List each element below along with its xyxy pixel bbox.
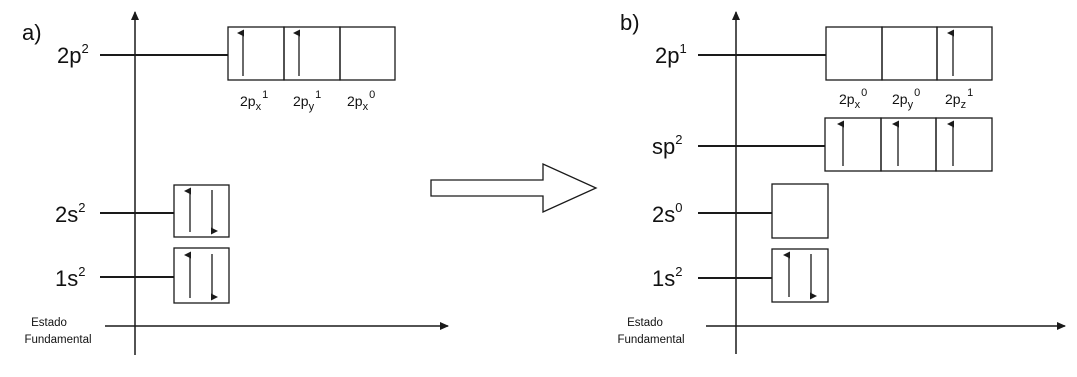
transition-arrow — [431, 164, 596, 212]
panel-b-orbital-label-2: $2p_y^0$ — [892, 87, 921, 111]
panel-a-tag: a) — [22, 20, 42, 45]
panel-a-orbital-2py-box — [284, 27, 340, 80]
panel-a-orbital-2s-box — [174, 185, 229, 237]
panel-a-orbital-label-2: $2p_y^1$ — [293, 89, 322, 113]
panel-a-axis-caption-line2: Fundamental — [24, 334, 92, 346]
panel-a-orbital-1s-box — [174, 248, 229, 303]
panel-a-axis-caption-line1: Estado — [31, 317, 67, 329]
panel-b-orbital-2pz-box — [937, 27, 992, 80]
panel-a-orbital-label-3: $2p_x^0$ — [347, 89, 376, 113]
panel-a-orbital-2px-box — [228, 27, 284, 80]
panel-b — [617, 10, 1065, 354]
panel-b-orbital-1s-box — [772, 249, 828, 302]
panel-b-orbital-sp2-box-3 — [936, 118, 992, 171]
panel-a-orbital-2pz-box — [340, 27, 395, 80]
panel-b-orbital-2s-box — [772, 184, 828, 238]
panel-b-orbital-sp2-box-1 — [825, 118, 881, 171]
panel-b-level-sp2-label: $sp^2$ — [652, 132, 683, 159]
panel-b-axis-caption-line1: Estado — [627, 317, 663, 329]
panel-b-level-2s-label: $2s^0$ — [652, 200, 683, 227]
panel-b-tag: b) — [620, 10, 640, 35]
panel-b-orbital-sp2-box-2 — [881, 118, 936, 171]
panel-a-level-2p-label: $2p^2$ — [57, 41, 89, 68]
panel-a-level-2s-label: $2s^2$ — [55, 200, 86, 227]
panel-a-level-1s-label: $1s^2$ — [55, 264, 86, 291]
panel-a-orbital-label-1: $2p_x^1$ — [240, 89, 269, 113]
panel-b-axis-caption-line2: Fundamental — [617, 334, 685, 346]
panel-b-orbital-2px-box — [826, 27, 882, 80]
panel-b-orbital-label-1: $2p_x^0$ — [839, 87, 868, 111]
panel-b-orbital-label-3: $2p_z^1$ — [945, 87, 974, 111]
panel-b-level-2p-label: $2p^1$ — [655, 41, 687, 68]
panel-b-level-1s-label: $1s^2$ — [652, 264, 683, 291]
panel-b-orbital-2py-box — [882, 27, 937, 80]
panel-a — [22, 12, 448, 355]
